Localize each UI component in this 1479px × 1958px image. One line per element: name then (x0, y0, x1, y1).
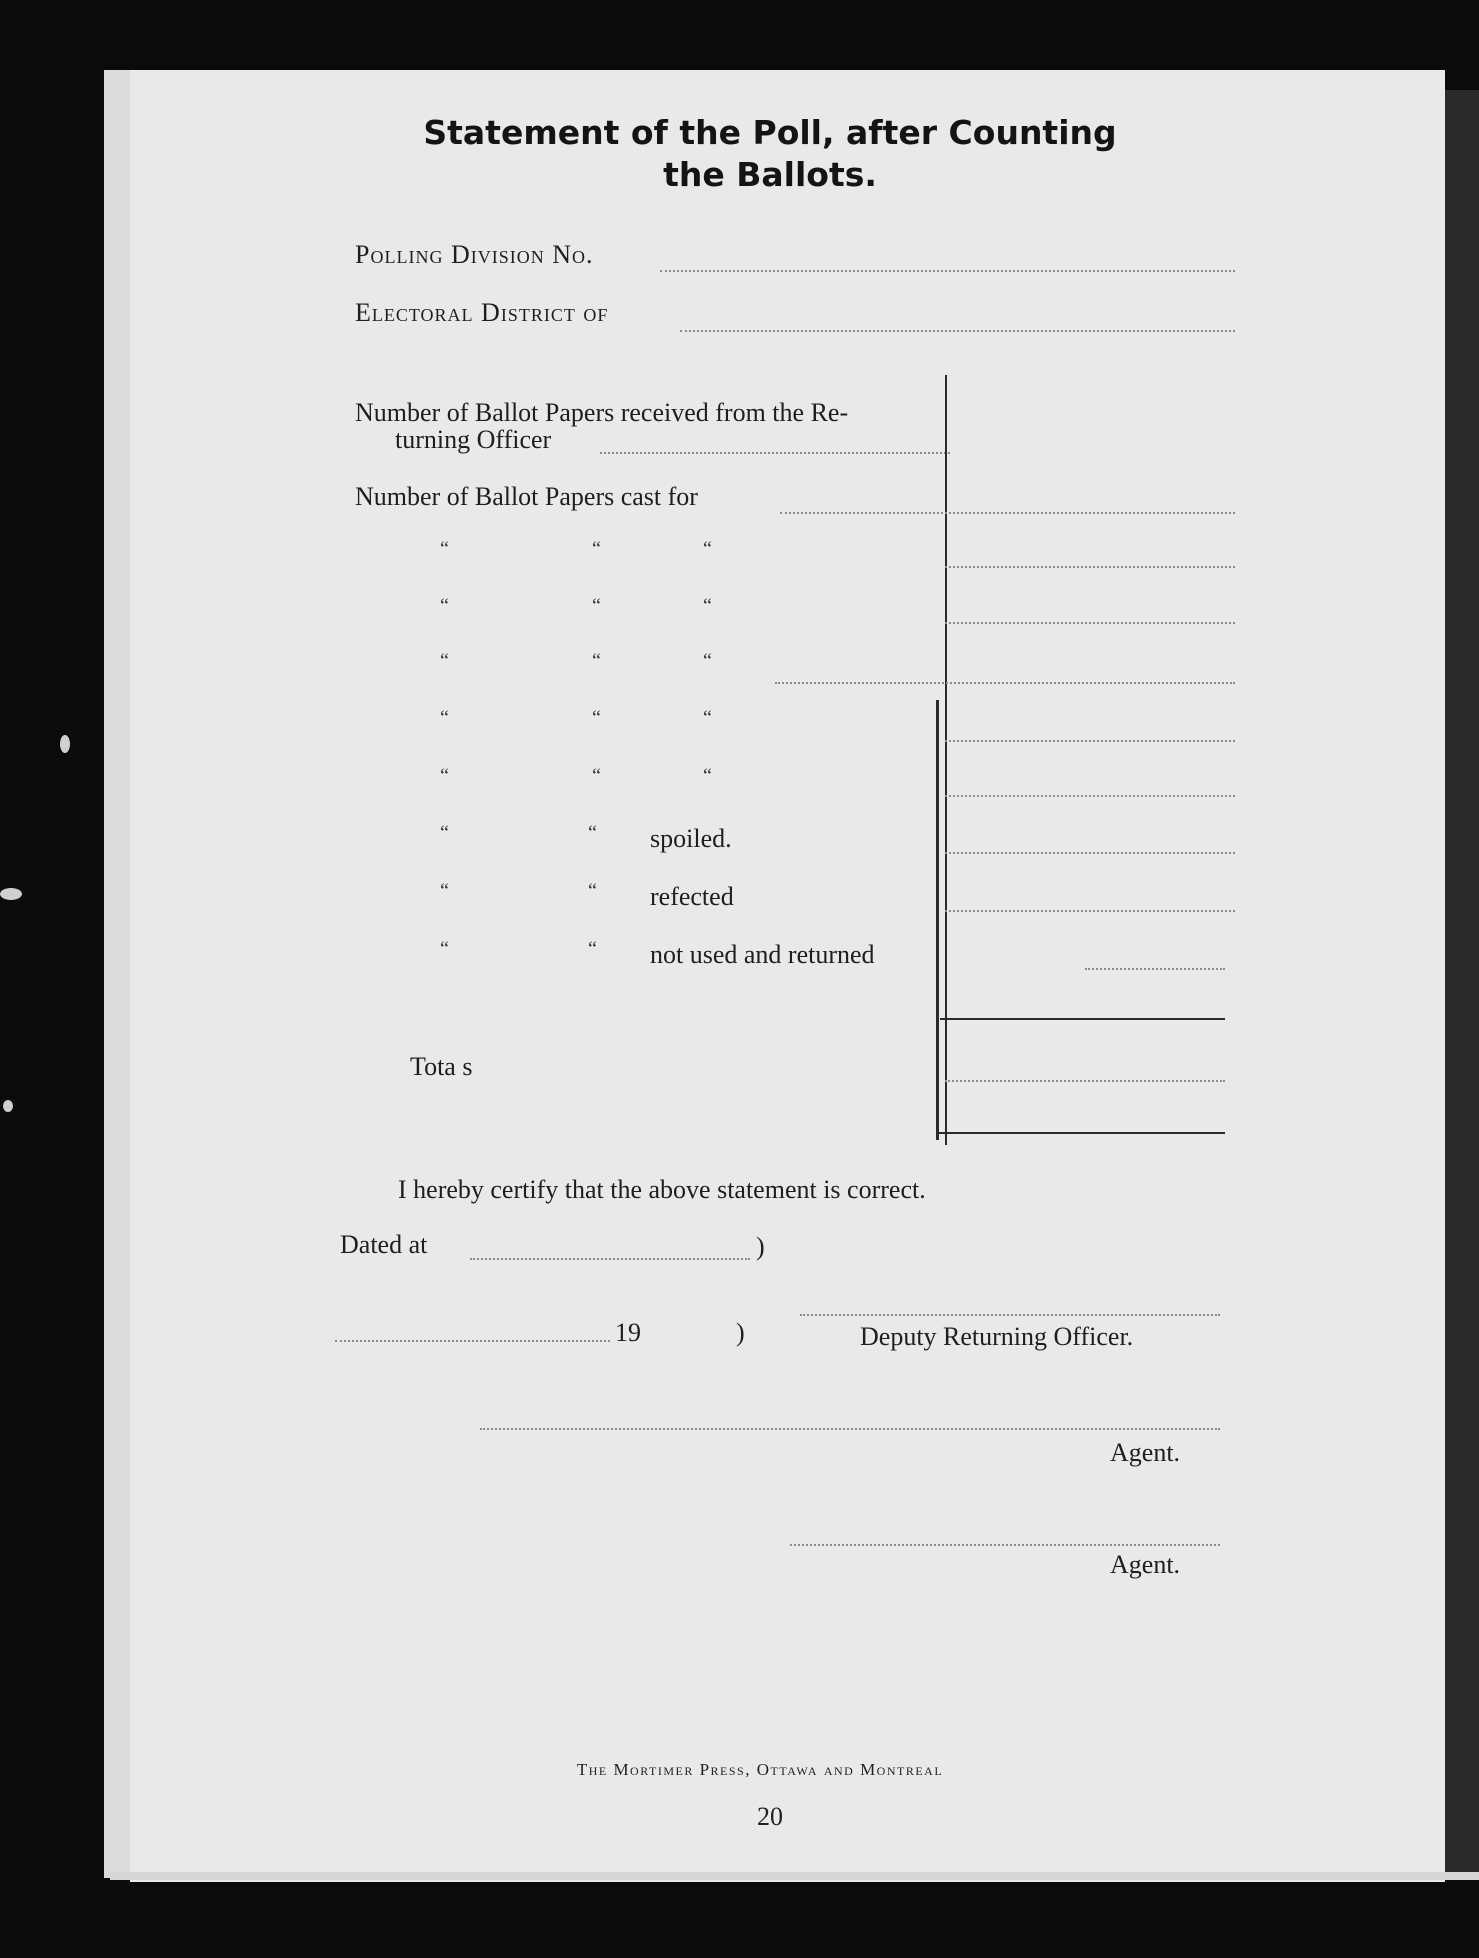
title-line-1: Statement of the Poll, after Counting (423, 113, 1117, 152)
deputy-officer-signature-field[interactable] (800, 1314, 1220, 1316)
ditto-mark: “ (588, 938, 598, 960)
ditto-mark: “ (592, 707, 602, 729)
not-used-count-field[interactable] (1085, 968, 1225, 970)
subtotal-rule (940, 1018, 1225, 1020)
title-line-2: the Ballots. (663, 155, 877, 194)
agent-2-label: Agent. (1110, 1550, 1181, 1579)
cast-for-label: Number of Ballot Papers cast for (355, 482, 698, 511)
candidate-count-field-3[interactable] (775, 682, 1235, 684)
page-left-edge (104, 70, 130, 1878)
agent-1-label: Agent. (1110, 1438, 1181, 1467)
ditto-mark: “ (592, 765, 602, 787)
ditto-mark: “ (440, 650, 450, 672)
ditto-mark: “ (440, 595, 450, 617)
page-bottom-edge (110, 1872, 1479, 1880)
date-field[interactable] (335, 1340, 610, 1342)
ditto-mark: “ (703, 765, 713, 787)
ditto-mark: “ (592, 595, 602, 617)
deputy-officer-label: Deputy Returning Officer. (860, 1322, 1134, 1351)
dated-at-field[interactable] (470, 1258, 750, 1260)
ditto-mark: “ (440, 707, 450, 729)
scan-speck (60, 735, 70, 753)
candidate-count-field-2[interactable] (945, 622, 1235, 624)
candidate-count-field-4[interactable] (945, 740, 1235, 742)
ditto-mark: “ (440, 538, 450, 560)
totals-rule (938, 1132, 1225, 1134)
ditto-mark: “ (592, 650, 602, 672)
printer-imprint: The Mortimer Press, Ottawa and Montreal (576, 1760, 944, 1779)
received-label-line1: Number of Ballot Papers received from the Re- (355, 398, 849, 427)
not-used-label: not used and returned (650, 940, 875, 969)
agent-1-signature-field[interactable] (480, 1428, 1220, 1430)
totals-label: Tota s (410, 1052, 473, 1081)
spoiled-count-field[interactable] (945, 852, 1235, 854)
candidate-count-field-1[interactable] (945, 566, 1235, 568)
page-number: 20 (757, 1802, 783, 1831)
scan-speck (0, 888, 22, 900)
totals-count-field[interactable] (945, 1080, 1225, 1082)
count-column-rule (945, 375, 947, 1145)
polling-division-field[interactable] (660, 270, 1235, 272)
rejected-label: refected (650, 882, 734, 911)
ditto-mark: “ (440, 822, 450, 844)
polling-division-label: Polling Division No. (355, 240, 594, 269)
certify-statement: I hereby certify that the above statement is correct. (398, 1175, 926, 1204)
ditto-mark: “ (440, 880, 450, 902)
ditto-mark: “ (592, 538, 602, 560)
received-label-line2: turning Officer (395, 425, 552, 454)
year-bracket: ) (736, 1318, 745, 1347)
ditto-mark: “ (703, 650, 713, 672)
year-prefix: 19 (615, 1318, 641, 1347)
spoiled-label: spoiled. (650, 824, 732, 853)
dated-at-bracket: ) (756, 1232, 765, 1261)
ditto-mark: “ (588, 880, 598, 902)
electoral-district-field[interactable] (680, 330, 1235, 332)
ditto-mark: “ (703, 538, 713, 560)
form-page (130, 70, 1445, 1882)
dated-at-label: Dated at (340, 1230, 428, 1259)
electoral-district-label: Electoral District of (355, 298, 609, 327)
ditto-mark: “ (440, 765, 450, 787)
scan-border-right (1445, 90, 1479, 1880)
scan-speck (3, 1100, 13, 1112)
agent-2-signature-field[interactable] (790, 1544, 1220, 1546)
rejected-count-field[interactable] (945, 910, 1235, 912)
cast-for-field[interactable] (780, 512, 1235, 514)
ditto-mark: “ (703, 595, 713, 617)
form-title (360, 112, 1180, 196)
count-column-rule-inner (936, 700, 939, 1140)
ditto-mark: “ (440, 938, 450, 960)
ditto-mark: “ (703, 707, 713, 729)
ditto-mark: “ (588, 822, 598, 844)
received-leader (600, 452, 950, 454)
candidate-count-field-5[interactable] (945, 795, 1235, 797)
